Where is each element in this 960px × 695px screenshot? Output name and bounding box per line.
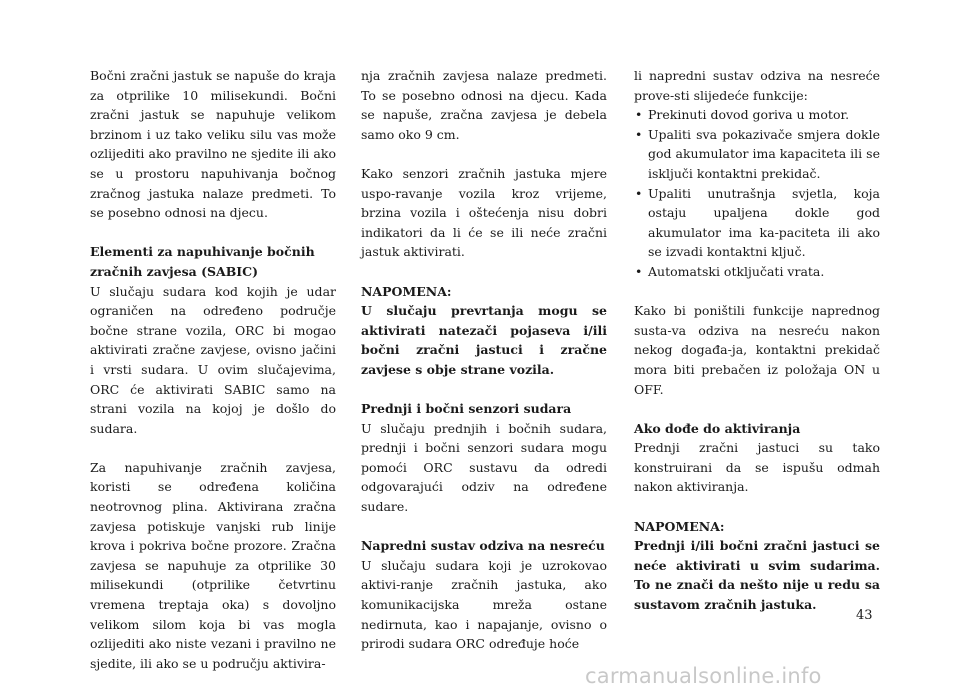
paragraph-sensor-deceleration: Kako senzori zračnih jastuka mjere uspo-ravanje vozila kroz vrijeme, brzina vozila i oštećenja nisu dobri indikatori da li će se ili neće zračni jastuk aktivirati. — [361, 165, 607, 260]
paragraph-response-functions: li napredni sustav odziva na nesreće prove-sti slijedeće funkcije: — [634, 68, 880, 103]
paragraph-curtain-thickness: nja zračnih zavjesa nalaze predmeti. To se posebno odnosi na djecu. Kada se napuše, zračna zavjesa je debela samo oko 9 cm. — [361, 68, 607, 142]
text-column-middle — [361, 66, 607, 654]
note-label: NAPOMENA: — [361, 283, 452, 299]
list-item: • Upaliti sva pokazivače smjera dokle god akumulator ima kapaciteta ili se isključi kontaktni prekidač. — [634, 125, 880, 184]
list-item: • Upaliti unutrašnja svjetla, koja ostaju upaljena dokle god akumulator ima ka-paciteta ili ako se izvadi kontaktni ključ. — [634, 184, 880, 262]
list-item: • Automatski otključati vrata. — [634, 262, 880, 282]
heading-crash-sensors: Prednji i bočni senzori sudara — [361, 401, 572, 417]
paragraph-reset-functions: Kako bi poništili funkcije naprednog susta-va odziva na nesreću nakon nekog događa-ja, kontaktni prekidač mora biti prebačen iz položaja ON u OFF. — [634, 303, 880, 397]
paragraph-crash-sensors: U slučaju prednjih i bočnih sudara, prednji i bočni senzori sudara mogu pomoći ORC sustavu da odredi odgovarajući odziv na određene sudare. — [361, 420, 607, 515]
list-item: • Prekinuti dovod goriva u motor. — [634, 105, 880, 125]
paragraph-curtain-inflation: Za napuhivanje zračnih zavjesa, koristi se određena količina neotrovnog plina. Aktivirana zračna zavjesa potiskuje vanjski rub linije krova i pokriva bočne prozore. Zračna zavjesa se napuhuje za otprilike 30 milisekundi (otprilike četvrtinu vremena treptaja oka) s dovoljno velikom silom koja bi vas mogla ozlijediti ako niste vezani i pravilno ne sjedite, ili ako se u području aktivira- — [90, 459, 336, 671]
response-function-list — [634, 105, 880, 281]
note-label: NAPOMENA: — [634, 518, 725, 534]
watermark-text: carmanualsonline.info — [585, 664, 822, 688]
text-column-right — [634, 66, 880, 615]
heading-after-deployment: Ako dođe do aktiviranja — [634, 420, 801, 436]
heading-enhanced-accident-response: Napredni sustav odziva na nesreću — [361, 538, 605, 554]
text-column-left — [90, 66, 336, 673]
page-number: 43 — [856, 608, 873, 623]
paragraph-side-airbag-inflation: Bočni zračni jastuk se napuše do kraja za otprilike 10 milisekundi. Bočni zračni jastuk se napuhuje velikom brzinom i uz tako veliku silu vas može ozlijediti ako pravilno ne sjedite ili ako se u prostoru napuhivanja bočnog zračnog jastuka nalaze predmeti. To se posebno odnosi na djecu. — [90, 68, 336, 221]
note-not-all-collisions: Prednji i/ili bočni zračni jastuci se neće aktivirati u svim sudarima. To ne znači da nešto nije u redu sa sustavom zračnih jastuka. — [634, 538, 880, 613]
paragraph-enhanced-accident-response: U slučaju sudara koji je uzrokovao aktivi-ranje zračnih jastuka, ako komunikacijska mreža ostane nedirnuta, kao i napajanje, ovisno o prirodi sudara ORC određuje hoće — [361, 557, 607, 652]
paragraph-deflation: Prednji zračni jastuci su tako konstruirani da se ispušu odmah nakon aktiviranja. — [634, 440, 880, 495]
note-rollover: U slučaju prevrtanja mogu se aktivirati natezači pojaseva i/ili bočni zračni jastuci i zračne zavjese s obje strane vozila. — [361, 303, 607, 377]
paragraph-sabic-activation: U slučaju sudara kod kojih je udar ograničen na određeno područje bočne strane vozila, ORC bi mogao aktivirati zračne zavjese, ovisno jačini i vrsti sudara. U ovim slučajevima, ORC će aktivirati SABIC samo na strani vozila na kojoj je došlo do sudara. — [90, 283, 336, 436]
heading-sabic: Elementi za napuhivanje bočnih zračnih zavjesa (SABIC) — [90, 244, 315, 279]
